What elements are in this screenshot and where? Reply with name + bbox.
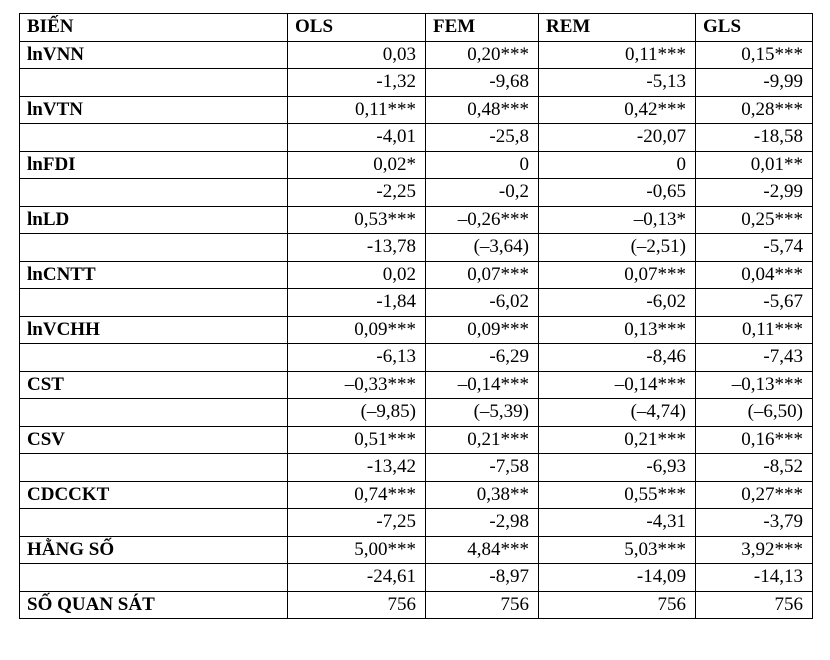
fem-value-cell: -25,8 — [426, 124, 539, 152]
ols-value-cell: 0,09*** — [288, 316, 426, 344]
table-row — [20, 234, 813, 262]
table-row — [20, 289, 813, 317]
fem-value-cell: 0,38** — [426, 481, 539, 509]
header-rem: REM — [539, 14, 696, 42]
ols-value-cell: -24,61 — [288, 564, 426, 592]
header-fem: FEM — [426, 14, 539, 42]
rem-value-cell: -20,07 — [539, 124, 696, 152]
rem-value-cell: 0,21*** — [539, 426, 696, 454]
variable-name-cell: CDCCKT — [20, 481, 288, 509]
fem-value-cell: -6,02 — [426, 289, 539, 317]
gls-value-cell: -14,13 — [696, 564, 813, 592]
ols-value-cell: 756 — [288, 591, 426, 619]
regression-results-table — [19, 13, 813, 619]
fem-value-cell: –0,26*** — [426, 206, 539, 234]
table-row — [20, 96, 813, 124]
gls-value-cell: -5,67 — [696, 289, 813, 317]
gls-value-cell: 3,92*** — [696, 536, 813, 564]
gls-value-cell: -3,79 — [696, 509, 813, 537]
variable-name-cell: CST — [20, 371, 288, 399]
table-row — [20, 399, 813, 427]
rem-value-cell: 0 — [539, 151, 696, 179]
rem-value-cell: (–2,51) — [539, 234, 696, 262]
rem-value-cell: -8,46 — [539, 344, 696, 372]
fem-value-cell: -8,97 — [426, 564, 539, 592]
table-row — [20, 536, 813, 564]
rem-value-cell: 5,03*** — [539, 536, 696, 564]
ols-value-cell: -2,25 — [288, 179, 426, 207]
variable-name-cell: lnCNTT — [20, 261, 288, 289]
variable-name-cell: SỐ QUAN SÁT — [20, 591, 288, 619]
ols-value-cell: -4,01 — [288, 124, 426, 152]
empty-variable-cell — [20, 289, 288, 317]
empty-variable-cell — [20, 124, 288, 152]
gls-value-cell: 0,15*** — [696, 41, 813, 69]
rem-value-cell: -5,13 — [539, 69, 696, 97]
variable-name-cell: lnLD — [20, 206, 288, 234]
fem-value-cell: -6,29 — [426, 344, 539, 372]
ols-value-cell: 0,51*** — [288, 426, 426, 454]
ols-value-cell: -1,32 — [288, 69, 426, 97]
gls-value-cell: -18,58 — [696, 124, 813, 152]
rem-value-cell: -14,09 — [539, 564, 696, 592]
table-row — [20, 344, 813, 372]
header-variable: BIẾN — [20, 14, 288, 42]
gls-value-cell: 756 — [696, 591, 813, 619]
gls-value-cell: -5,74 — [696, 234, 813, 262]
rem-value-cell: 0,42*** — [539, 96, 696, 124]
ols-value-cell: 0,03 — [288, 41, 426, 69]
fem-value-cell: 0 — [426, 151, 539, 179]
table-row — [20, 564, 813, 592]
ols-value-cell: (–9,85) — [288, 399, 426, 427]
variable-name-cell: lnVNN — [20, 41, 288, 69]
empty-variable-cell — [20, 344, 288, 372]
gls-value-cell: 0,11*** — [696, 316, 813, 344]
gls-value-cell: 0,25*** — [696, 206, 813, 234]
table-row — [20, 261, 813, 289]
table-row — [20, 206, 813, 234]
gls-value-cell: 0,16*** — [696, 426, 813, 454]
rem-value-cell: -6,93 — [539, 454, 696, 482]
gls-value-cell: 0,04*** — [696, 261, 813, 289]
fem-value-cell: -9,68 — [426, 69, 539, 97]
rem-value-cell: -0,65 — [539, 179, 696, 207]
ols-value-cell: -7,25 — [288, 509, 426, 537]
ols-value-cell: 0,53*** — [288, 206, 426, 234]
gls-value-cell: -2,99 — [696, 179, 813, 207]
table-row — [20, 454, 813, 482]
header-gls: GLS — [696, 14, 813, 42]
ols-value-cell: 0,11*** — [288, 96, 426, 124]
table-row — [20, 591, 813, 619]
variable-name-cell: lnFDI — [20, 151, 288, 179]
table-row — [20, 179, 813, 207]
table-row — [20, 151, 813, 179]
fem-value-cell: 0,48*** — [426, 96, 539, 124]
rem-value-cell: –0,13* — [539, 206, 696, 234]
empty-variable-cell — [20, 179, 288, 207]
fem-value-cell: (–5,39) — [426, 399, 539, 427]
ols-value-cell: -13,78 — [288, 234, 426, 262]
fem-value-cell: 0,09*** — [426, 316, 539, 344]
table-row — [20, 481, 813, 509]
empty-variable-cell — [20, 454, 288, 482]
regression-table-container — [19, 13, 813, 619]
ols-value-cell: 0,74*** — [288, 481, 426, 509]
ols-value-cell: -1,84 — [288, 289, 426, 317]
ols-value-cell: 0,02 — [288, 261, 426, 289]
table-row — [20, 316, 813, 344]
header-ols: OLS — [288, 14, 426, 42]
rem-value-cell: –0,14*** — [539, 371, 696, 399]
empty-variable-cell — [20, 509, 288, 537]
gls-value-cell: -8,52 — [696, 454, 813, 482]
empty-variable-cell — [20, 69, 288, 97]
table-row — [20, 426, 813, 454]
table-row — [20, 69, 813, 97]
variable-name-cell: HẰNG SỐ — [20, 536, 288, 564]
rem-value-cell: 0,55*** — [539, 481, 696, 509]
table-row — [20, 371, 813, 399]
table-row — [20, 509, 813, 537]
fem-value-cell: –0,14*** — [426, 371, 539, 399]
variable-name-cell: CSV — [20, 426, 288, 454]
gls-value-cell: (–6,50) — [696, 399, 813, 427]
fem-value-cell: (–3,64) — [426, 234, 539, 262]
rem-value-cell: 0,07*** — [539, 261, 696, 289]
fem-value-cell: -2,98 — [426, 509, 539, 537]
ols-value-cell: –0,33*** — [288, 371, 426, 399]
ols-value-cell: -6,13 — [288, 344, 426, 372]
rem-value-cell: 756 — [539, 591, 696, 619]
empty-variable-cell — [20, 399, 288, 427]
fem-value-cell: 0,07*** — [426, 261, 539, 289]
gls-value-cell: -9,99 — [696, 69, 813, 97]
rem-value-cell: 0,11*** — [539, 41, 696, 69]
fem-value-cell: 0,21*** — [426, 426, 539, 454]
rem-value-cell: 0,13*** — [539, 316, 696, 344]
table-body — [20, 41, 813, 619]
fem-value-cell: 756 — [426, 591, 539, 619]
ols-value-cell: 5,00*** — [288, 536, 426, 564]
gls-value-cell: 0,01** — [696, 151, 813, 179]
variable-name-cell: lnVTN — [20, 96, 288, 124]
empty-variable-cell — [20, 234, 288, 262]
rem-value-cell: (–4,74) — [539, 399, 696, 427]
gls-value-cell: -7,43 — [696, 344, 813, 372]
table-row — [20, 41, 813, 69]
gls-value-cell: 0,27*** — [696, 481, 813, 509]
fem-value-cell: -0,2 — [426, 179, 539, 207]
fem-value-cell: -7,58 — [426, 454, 539, 482]
rem-value-cell: -4,31 — [539, 509, 696, 537]
table-row — [20, 124, 813, 152]
variable-name-cell: lnVCHH — [20, 316, 288, 344]
fem-value-cell: 0,20*** — [426, 41, 539, 69]
rem-value-cell: -6,02 — [539, 289, 696, 317]
gls-value-cell: –0,13*** — [696, 371, 813, 399]
fem-value-cell: 4,84*** — [426, 536, 539, 564]
ols-value-cell: -13,42 — [288, 454, 426, 482]
empty-variable-cell — [20, 564, 288, 592]
ols-value-cell: 0,02* — [288, 151, 426, 179]
gls-value-cell: 0,28*** — [696, 96, 813, 124]
table-header-row — [20, 14, 813, 42]
